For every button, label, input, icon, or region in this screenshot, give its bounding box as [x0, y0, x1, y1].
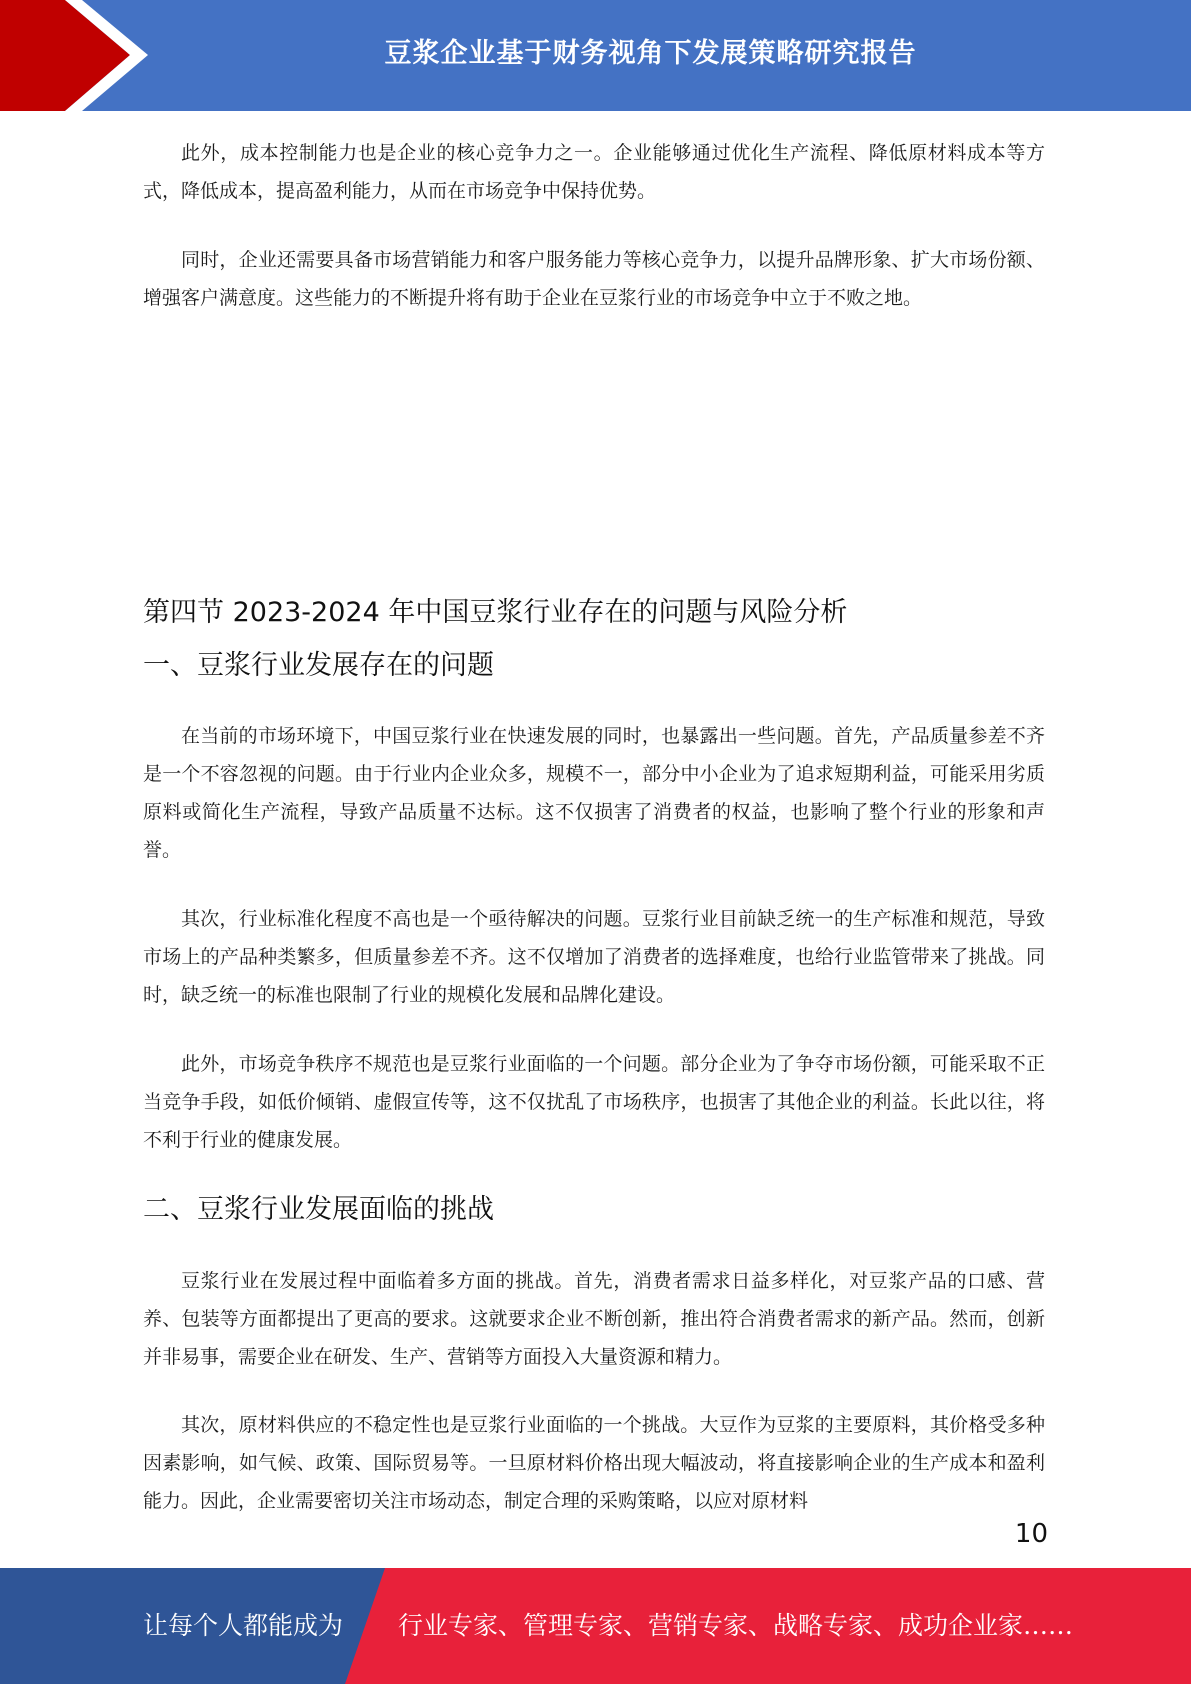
- subsection-1-paragraph-2: 其次，行业标准化程度不高也是一个亟待解决的问题。豆浆行业目前缺乏统一的生产标准和规范，导致市场上的产品种类繁多，但质量参差不齐。这不仅增加了消费者的选择难度，也给行业监管带来了挑战。同时，缺乏统一的标准也限制了行业的规模化发展和品牌化建设。: [143, 908, 1045, 1006]
- paragraph-top-1: 此外，成本控制能力也是企业的核心竞争力之一。企业能够通过优化生产流程、降低原材料成本等方式，降低成本，提高盈利能力，从而在市场竞争中保持优势。: [143, 142, 1045, 202]
- subsection-2-paragraph-1: 豆浆行业在发展过程中面临着多方面的挑战。首先，消费者需求日益多样化，对豆浆产品的口感、营养、包装等方面都提出了更高的要求。这就要求企业不断创新，推出符合消费者需求的新产品。然而，创新并非易事，需要企业在研发、生产、营销等方面投入大量资源和精力。: [143, 1270, 1045, 1368]
- section-title: 第四节 2023-2024 年中国豆浆行业存在的问题与风险分析: [143, 597, 848, 628]
- footer-slogan-left: 让每个人都能成为: [143, 1611, 344, 1640]
- page-footer: [0, 1568, 1191, 1684]
- subsection-1-paragraph-1: 在当前的市场环境下，中国豆浆行业在快速发展的同时，也暴露出一些问题。首先，产品质量参差不齐是一个不容忽视的问题。由于行业内企业众多，规模不一，部分中小企业为了追求短期利益，可能采用劣质原料或简化生产流程，导致产品质量不达标。这不仅损害了消费者的权益，也影响了整个行业的形象和声誉。: [143, 725, 1045, 861]
- subsection-2-title: 二、豆浆行业发展面临的挑战: [143, 1194, 494, 1225]
- header-title: 豆浆企业基于财务视角下发展策略研究报告: [384, 37, 917, 69]
- page-header: [0, 0, 1191, 111]
- page-number: 10: [1014, 1519, 1048, 1549]
- subsection-1-title: 一、豆浆行业发展存在的问题: [143, 650, 494, 681]
- subsection-1-paragraph-3: 此外，市场竞争秩序不规范也是豆浆行业面临的一个问题。部分企业为了争夺市场份额，可能采取不正当竞争手段，如低价倾销、虚假宣传等，这不仅扰乱了市场秩序，也损害了其他企业的利益。长此以往，将不利于行业的健康发展。: [143, 1053, 1045, 1151]
- paragraph-top-2: 同时，企业还需要具备市场营销能力和客户服务能力等核心竞争力，以提升品牌形象、扩大市场份额、增强客户满意度。这些能力的不断提升将有助于企业在豆浆行业的市场竞争中立于不败之地。: [143, 249, 1045, 309]
- footer-slogan-right: 行业专家、管理专家、营销专家、战略专家、成功企业家……: [398, 1611, 1074, 1640]
- subsection-2-paragraph-2: 其次，原材料供应的不稳定性也是豆浆行业面临的一个挑战。大豆作为豆浆的主要原料，其价格受多种因素影响，如气候、政策、国际贸易等。一旦原材料价格出现大幅波动，将直接影响企业的生产成本和盈利能力。因此，企业需要密切关注市场动态，制定合理的采购策略，以应对原材料: [143, 1414, 1045, 1512]
